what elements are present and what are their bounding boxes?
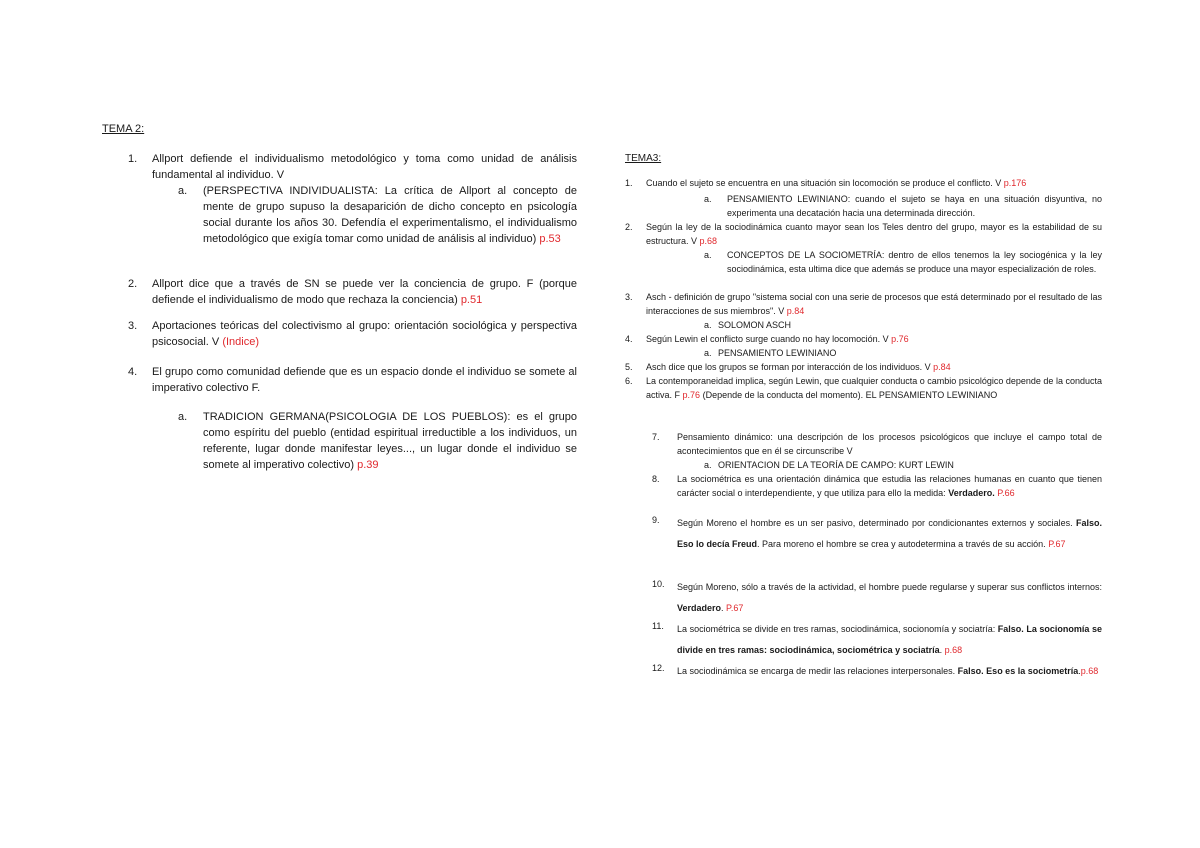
sub-item-letter: a.	[704, 320, 712, 330]
page-ref: p.51	[460, 294, 483, 306]
item-number: 2.	[128, 278, 138, 290]
item-number: 9.	[652, 515, 660, 525]
page-ref: p.68	[944, 645, 963, 655]
item-text: La sociométrica es una orientación dinámica que estudia las relaciones humanas en cuanto que tienen carácter social o interdependiente, y que utiliza para ello la medida: Verdadero. P.66	[677, 474, 1102, 498]
item-number: 1.	[625, 178, 633, 188]
item-number: 4.	[625, 334, 633, 344]
item-text: La sociométrica se divide en tres ramas, sociodinámica, socionomía y sociatría: Falso. La socionomía se divide en tres ramas: sociodinámica, sociométrica y sociatría. p.68	[677, 624, 1102, 655]
item-text: Asch - definición de grupo "sistema social con una serie de procesos que está determinado por el resultado de las interacciones de sus miembros". V p.84	[646, 292, 1102, 316]
sub-item-letter: a.	[704, 250, 712, 260]
sub-item-text: TRADICION GERMANA(PSICOLOGIA DE LOS PUEBLOS): es el grupo como espíritu del pueblo (entidad espiritual irreductible a los individuos, un referente, lugar donde manifestar leyes..., un lugar donde el individuo se somete al imperativo colectivo) p.39	[203, 411, 577, 471]
item-text: Allport defiende el individualismo metodológico y toma como unidad de análisis fundamental al individuo. V	[152, 153, 577, 181]
page-ref: p.84	[786, 306, 805, 316]
item-text: Asch dice que los grupos se forman por interacción de los individuos. V p.84	[646, 362, 951, 372]
item-number: 8.	[652, 474, 660, 484]
item-number: 3.	[625, 292, 633, 302]
item-number: 10.	[652, 579, 665, 589]
page-ref: p.76	[891, 334, 909, 344]
item-text: La sociodinámica se encarga de medir las relaciones interpersonales. Falso. Eso es la sociometría.p.68	[677, 666, 1099, 676]
page-ref: p.39	[357, 459, 379, 471]
page-ref: (Indice)	[222, 336, 260, 348]
item-number: 12.	[652, 663, 665, 673]
page-ref: P.66	[997, 488, 1015, 498]
item-text: El grupo como comunidad defiende que es un espacio donde el individuo se somete al imperativo colectivo F.	[152, 366, 577, 394]
sub-item-text: PENSAMIENTO LEWINIANO: cuando el sujeto se haya en una situación disyuntiva, no experimenta una decatación hacia una determinada dirección.	[727, 194, 1102, 218]
sub-item-letter: a.	[704, 348, 712, 358]
item-number: 5.	[625, 362, 633, 372]
sub-item-text: ORIENTACION DE LA TEORÍA DE CAMPO: KURT LEWIN	[718, 460, 954, 470]
item-text: Cuando el sujeto se encuentra en una situación sin locomoción se produce el conflicto. V p.176	[646, 178, 1027, 188]
page-ref: p.84	[933, 362, 951, 372]
item-number: 6.	[625, 376, 633, 386]
tema3-title: TEMA3:	[625, 153, 662, 164]
item-number: 4.	[128, 366, 138, 378]
sub-item-text: SOLOMON ASCH	[718, 320, 792, 330]
sub-item-letter: a.	[178, 185, 188, 197]
page-ref: p.76	[682, 390, 701, 400]
page-ref: p.68	[1080, 666, 1099, 676]
sub-item-letter: a.	[704, 460, 712, 470]
item-text: Según la ley de la sociodinámica cuanto mayor sean los Teles dentro del grupo, mayor es la estabilidad de su estructura. V p.68	[646, 222, 1102, 246]
page-ref: P.67	[1048, 539, 1066, 549]
page-ref: p.53	[539, 233, 561, 245]
sub-item-text: PENSAMIENTO LEWINIANO	[718, 348, 837, 358]
page-ref: P.67	[726, 603, 744, 613]
item-text: Según Lewin el conflicto surge cuando no hay locomoción. V p.76	[646, 334, 909, 344]
item-text: Según Moreno el hombre es un ser pasivo, determinado por condicionantes externos y sociales. Falso. Eso lo decía Freud. Para moreno el hombre se crea y autodetermina a través de su acción. P.67	[677, 518, 1102, 549]
sub-item-text: (PERSPECTIVA INDIVIDUALISTA: La crítica de Allport al concepto de mente de grupo supuso la desaparición de dicho concepto en psicología social durante los años 30. Defendía el experimentalismo, el individualismo metodológico que exigía tomar como unidad de análisis al individuo) p.53	[203, 185, 577, 245]
page-ref: p.68	[699, 236, 718, 246]
item-number: 1.	[128, 153, 138, 165]
sub-item-letter: a.	[704, 194, 712, 204]
item-text: Según Moreno, sólo a través de la actividad, el hombre puede regularse y superar sus conflictos internos: Verdadero. P.67	[677, 582, 1102, 613]
item-number: 11.	[652, 621, 664, 631]
item-number: 7.	[652, 432, 660, 442]
item-text: La contemporaneidad implica, según Lewin, que cualquier conducta o cambio psicológico depende de la conducta activa. F p.76 (Depende de la conducta del momento). EL PENSAMIENTO LEWINIANO	[646, 376, 1102, 400]
tema2-title: TEMA 2:	[102, 123, 145, 135]
item-text: Pensamiento dinámico: una descripción de los procesos psicológicos que incluye el campo total de acontecimientos que en él se circunscribe V	[677, 432, 1102, 456]
sub-item-text: CONCEPTOS DE LA SOCIOMETRÍA: dentro de ellos tenemos la ley sociogénica y la ley sociodinámica, esta ultima dice que además se produce una mayor especialización de roles.	[727, 250, 1102, 274]
sub-item-letter: a.	[178, 411, 188, 423]
page-ref: p.176	[1003, 178, 1027, 188]
item-text: Allport dice que a través de SN se puede ver la conciencia de grupo. F (porque defiende el individualismo de modo que rechaza la conciencia) p.51	[152, 278, 577, 306]
item-number: 3.	[128, 320, 138, 332]
item-number: 2.	[625, 222, 633, 232]
item-text: Aportaciones teóricas del colectivismo al grupo: orientación sociológica y perspectiva psicosocial. V (Indice)	[152, 320, 577, 348]
